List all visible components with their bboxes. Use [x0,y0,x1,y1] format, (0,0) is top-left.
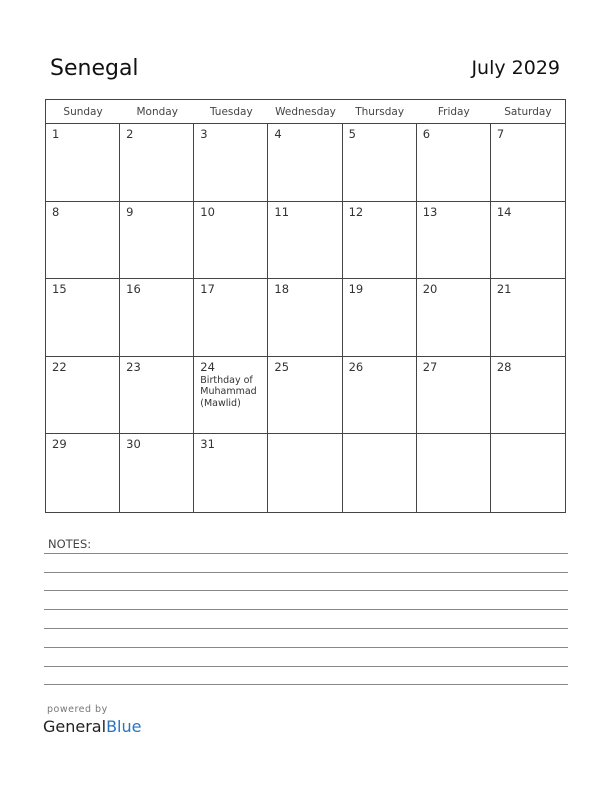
day-number: 31 [200,437,215,452]
weekday-header-row [46,100,565,124]
day-number: 18 [274,282,290,297]
day-cell [343,124,417,201]
day-number: 13 [422,204,438,219]
calendar-week-row [46,357,565,435]
day-number: 23 [126,359,141,374]
day-cell [46,202,120,279]
calendar-country-title: Senegal [50,56,139,81]
day-number: 10 [200,204,215,219]
notes-line [44,572,568,573]
day-number: 4 [274,127,282,141]
day-number: 7 [496,127,505,141]
day-number: 17 [200,282,215,297]
day-cell [343,357,417,434]
day-cell [491,202,565,279]
notes-line [44,666,568,667]
day-number: 15 [52,282,67,297]
logo-text-general: General [43,717,107,736]
day-number: 11 [274,204,290,219]
day-cell [120,434,194,512]
day-cell [194,202,268,279]
day-number: 28 [496,359,512,374]
weekday-tuesday: Tuesday [209,106,253,118]
day-cell [343,202,417,279]
day-cell [46,124,120,201]
day-number: 6 [422,127,431,141]
day-cell [46,357,120,434]
day-number: 21 [496,282,512,297]
day-number: 24 [200,359,215,374]
notes-line [44,684,568,685]
weekday-friday: Friday [437,106,470,118]
day-cell [417,124,491,201]
day-number: 9 [126,204,134,219]
day-number: 26 [348,359,364,374]
notes-line [44,553,568,554]
day-number: 3 [200,127,208,141]
day-number: 19 [348,282,364,297]
notes-line [44,590,568,591]
day-cell [491,279,565,356]
day-number: 14 [496,204,512,219]
calendar-week-row [46,124,565,202]
day-number: 29 [52,437,67,452]
day-cell [491,124,565,201]
day-number: 2 [126,127,134,141]
day-cell [268,357,342,434]
calendar-week-row [46,279,565,357]
day-number: 5 [348,127,356,141]
day-cell [120,202,194,279]
logo-text-blue: Blue [106,717,142,736]
day-cell [417,434,491,512]
day-number: 8 [52,204,60,219]
day-cell [46,279,120,356]
day-cell [343,434,417,512]
calendar-week-row [46,202,565,280]
day-cell [268,124,342,201]
day-cell [194,434,268,512]
weekday-sunday: Sunday [63,106,103,118]
day-cell [120,279,194,356]
calendar-grid [45,99,566,513]
day-cell [417,279,491,356]
day-cell [491,434,565,512]
day-cell [46,434,120,512]
day-number: 25 [274,359,290,374]
day-cell [268,279,342,356]
day-cell [268,202,342,279]
weekday-thursday: Thursday [355,106,405,118]
generalblue-logo [43,717,141,736]
calendar-week-row [46,434,565,512]
notes-line [44,628,568,629]
notes-label: NOTES: [48,537,92,551]
weekday-wednesday: Wednesday [275,106,336,118]
day-number: 22 [52,359,67,374]
day-cell [417,357,491,434]
holiday-label: Birthday of Muhammad (Mawlid) [200,374,257,409]
day-number: 27 [422,359,438,374]
day-number: 16 [126,282,141,297]
day-cell [194,357,268,434]
notes-line [44,647,568,648]
day-number: 12 [348,204,364,219]
day-cell [194,279,268,356]
weekday-monday: Monday [136,106,178,118]
powered-by-text: powered by [47,704,108,715]
day-number: 1 [52,127,60,141]
calendar-month-title: July 2029 [471,57,560,79]
day-number: 30 [126,437,141,452]
day-cell [343,279,417,356]
notes-line [44,609,568,610]
day-cell [120,357,194,434]
weekday-saturday: Saturday [504,106,552,118]
day-cell [417,202,491,279]
day-cell [120,124,194,201]
day-number: 20 [422,282,438,297]
day-cell [268,434,342,512]
day-cell [491,357,565,434]
day-cell [194,124,268,201]
